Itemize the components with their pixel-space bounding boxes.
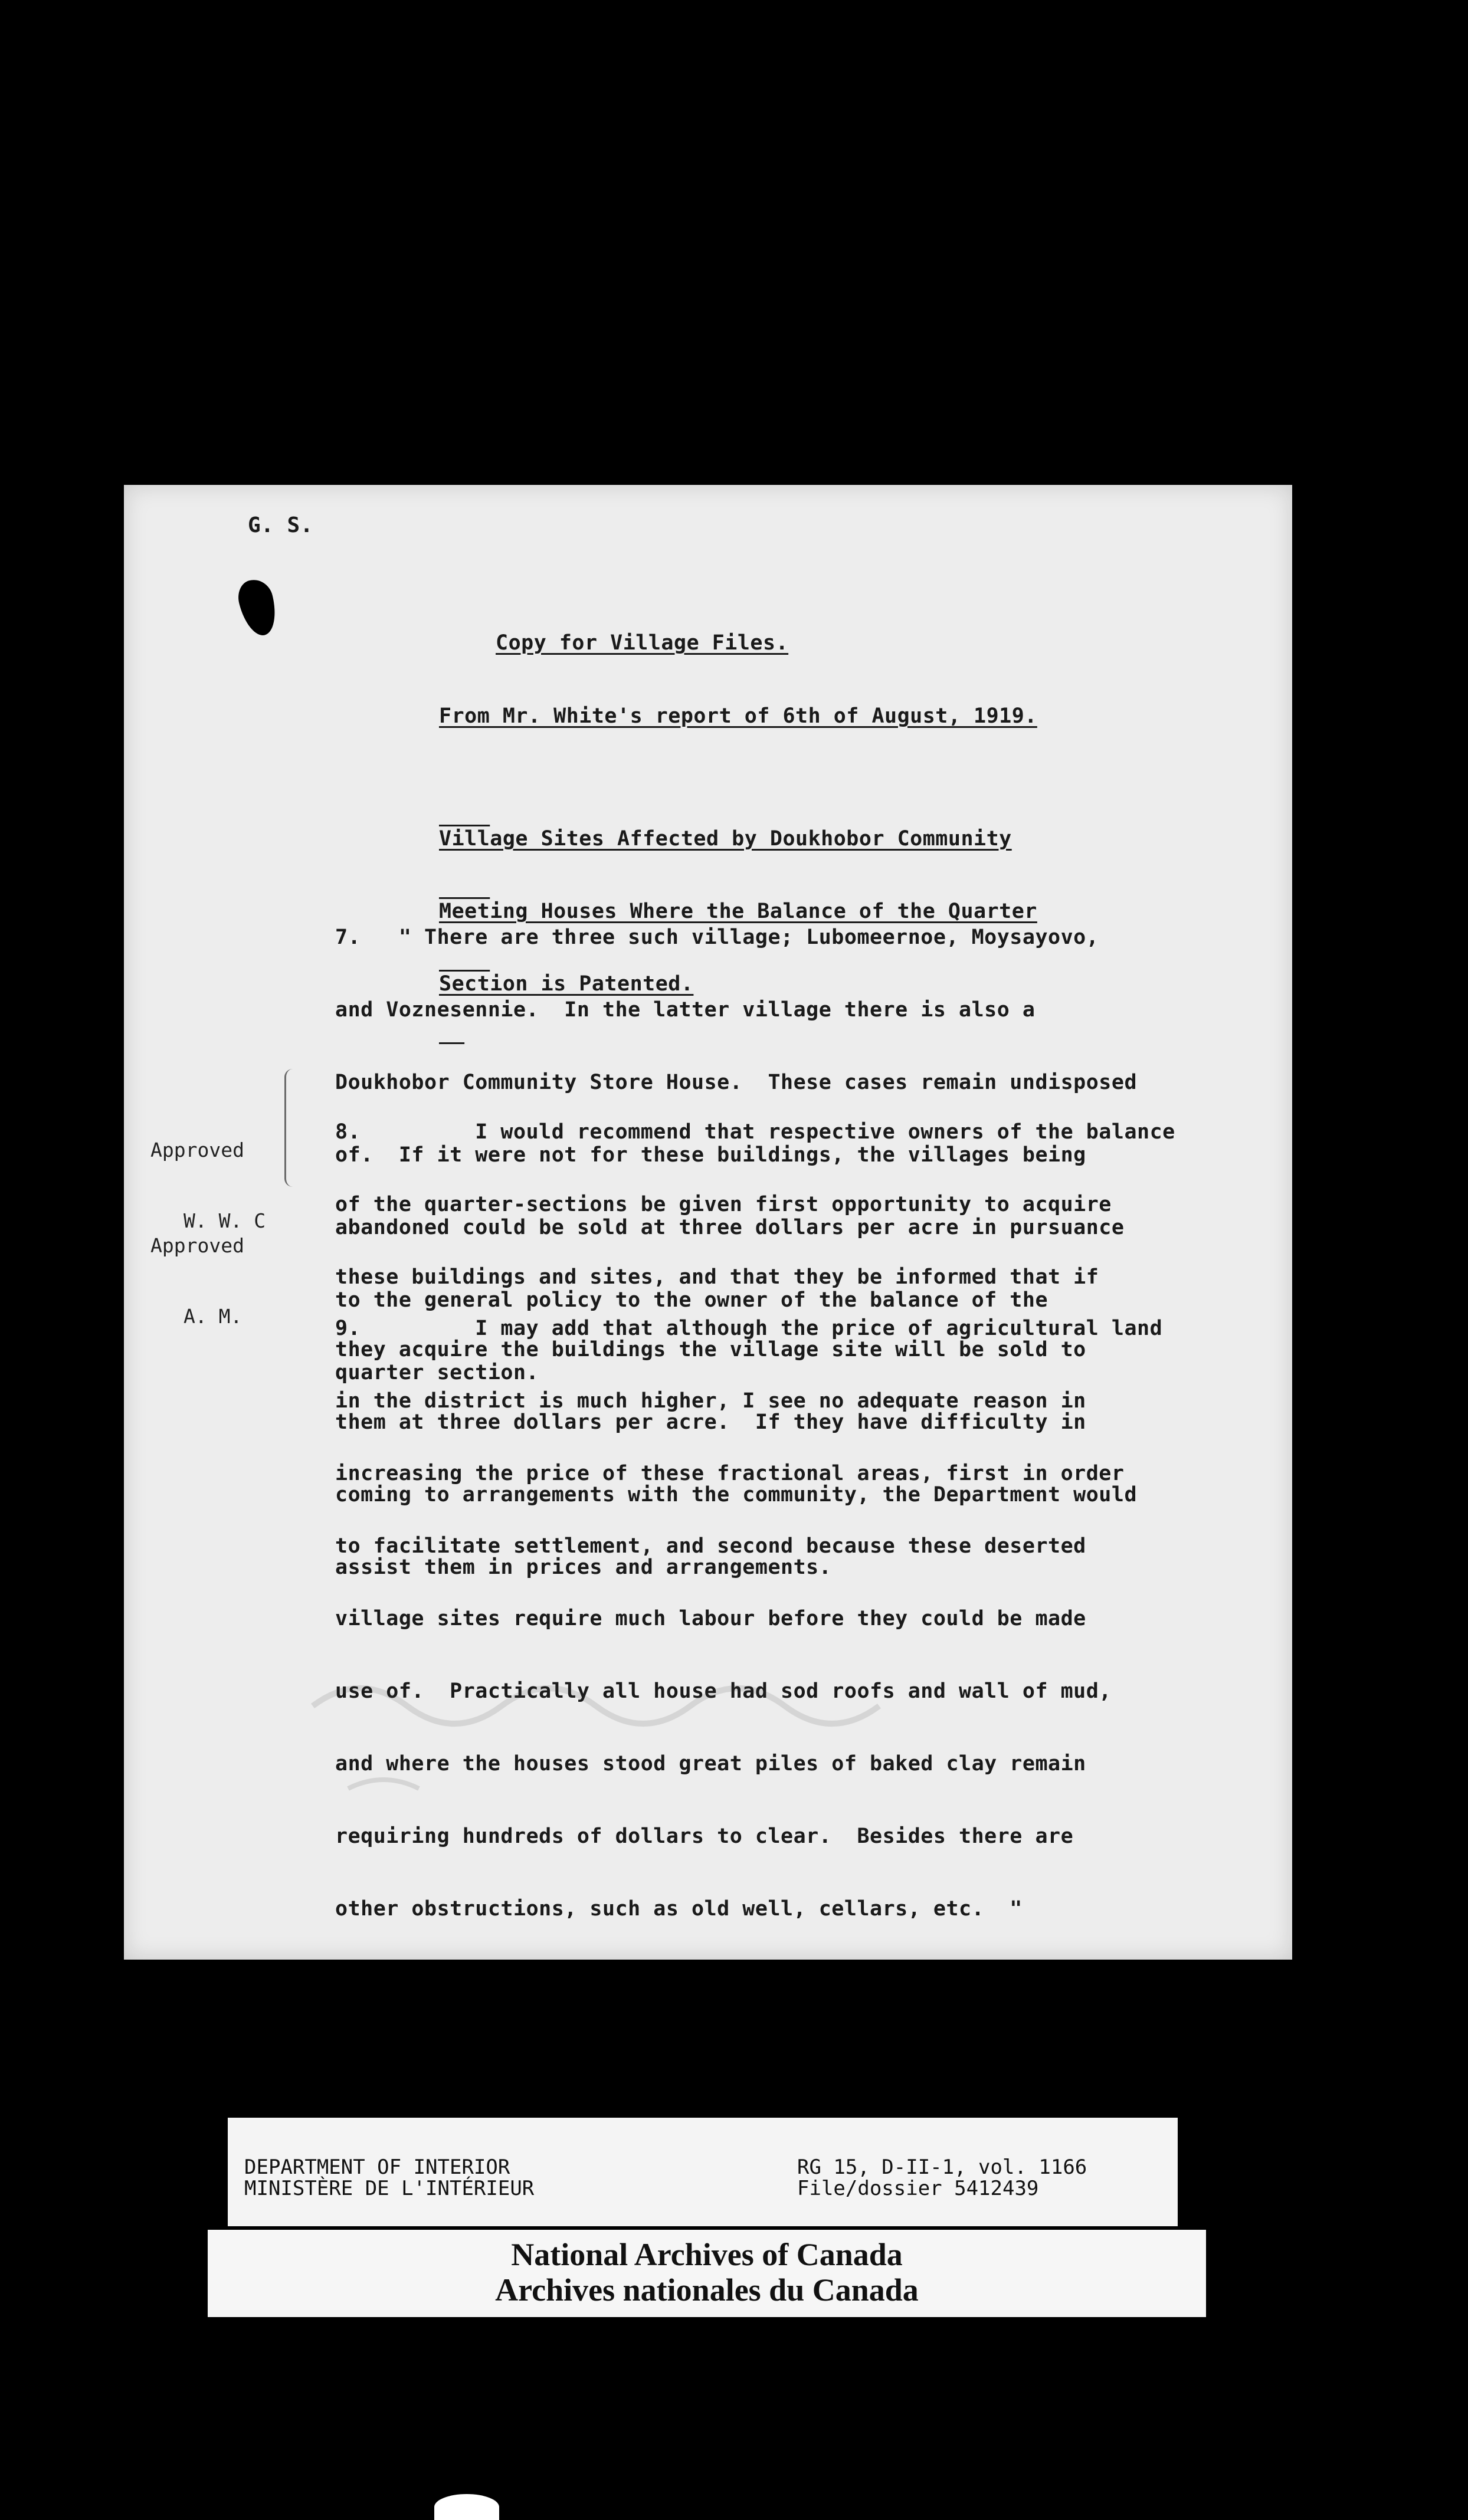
paragraph-line: and Voznesennie. In the latter village there is also a <box>335 998 1036 1022</box>
paragraph-line: other obstructions, such as old well, cellars, etc. " <box>335 1897 1023 1921</box>
paragraph-line: abandoned could be sold at three dollars per acre in pursuance <box>335 1216 1125 1239</box>
archives-name-en: National Archives of Canada <box>511 2237 903 2272</box>
initials: G. S. <box>248 513 313 537</box>
paragraph-line: requiring hundreds of dollars to clear. Besides there are <box>335 1825 1074 1848</box>
document-page <box>124 485 1292 1960</box>
approval-initials: W. W. C <box>184 1209 266 1232</box>
film-light-spot <box>434 2494 499 2520</box>
archives-banner <box>208 2230 1206 2317</box>
paragraph-line: 8. I would recommend that respective owners of the balance <box>335 1120 1175 1144</box>
paragraph-line: they acquire the buildings the village site will be sold to <box>335 1338 1086 1361</box>
paragraph-line: village sites require much labour before they could be made <box>335 1607 1086 1630</box>
heading-copy: Copy for Village Files. <box>496 631 789 655</box>
paragraph-line: use of. Practically all house had sod roofs and wall of mud, <box>335 1679 1112 1703</box>
paragraph-line: in the district is much higher, I see no adequate reason in <box>335 1389 1086 1413</box>
paragraph-line: of the quarter-sections be given first opportunity to acquire <box>335 1193 1112 1216</box>
paragraph-line: to facilitate settlement, and second because these deserted <box>335 1534 1086 1558</box>
faint-show-through <box>277 1635 926 1824</box>
paragraph-line: these buildings and sites, and that they be informed that if <box>335 1265 1099 1289</box>
paragraph-line: them at three dollars per acre. If they have difficulty in <box>335 1410 1086 1434</box>
heading-village-line: Village Sites Affected by Doukhobor Community <box>439 827 1012 851</box>
heading-from: From Mr. White's report of 6th of August, 1919. <box>439 704 1037 728</box>
paragraph-line: increasing the price of these fractional areas, first in order <box>335 1462 1125 1485</box>
paragraph-line: of. If it were not for these buildings, the villages being <box>335 1143 1086 1167</box>
heading-village-line: Section is Patented. <box>439 972 694 996</box>
file-number: File/dossier 5412439 <box>797 2177 1039 2200</box>
paragraph-line: assist them in prices and arrangements. <box>335 1556 832 1579</box>
department-en: DEPARTMENT OF INTERIOR <box>244 2155 510 2179</box>
paragraph-9 <box>335 1268 1162 1970</box>
record-group-reference: RG 15, D-II-1, vol. 1166 <box>797 2155 1087 2179</box>
paragraph-line: quarter section. <box>335 1361 539 1384</box>
approval-note-am <box>150 1187 244 1376</box>
approval-label: Approved <box>150 1138 244 1161</box>
ink-blot <box>234 576 281 639</box>
paragraph-line: and where the houses stood great piles of baked clay remain <box>335 1752 1086 1776</box>
paragraph-line: Doukhobor Community Store House. These cases remain undisposed <box>335 1071 1138 1094</box>
approval-label: Approved <box>150 1234 244 1257</box>
paragraph-line: to the general policy to the owner of the balance of the <box>335 1288 1048 1312</box>
paragraph-line: 9. I may add that although the price of agricultural land <box>335 1317 1163 1340</box>
margin-brace <box>284 1069 300 1187</box>
approval-initials: A. M. <box>184 1305 243 1328</box>
archives-name-fr: Archives nationales du Canada <box>495 2272 919 2308</box>
heading-village-line: Meeting Houses Where the Balance of the Quarter <box>439 900 1037 923</box>
department-fr: MINISTÈRE DE L'INTÉRIEUR <box>244 2177 535 2200</box>
paragraph-line: coming to arrangements with the community, the Department would <box>335 1483 1138 1507</box>
archival-reference-label <box>228 2118 1178 2226</box>
paragraph-line: 7. " There are three such village; Lubomeernoe, Moysayovo, <box>335 926 1099 949</box>
